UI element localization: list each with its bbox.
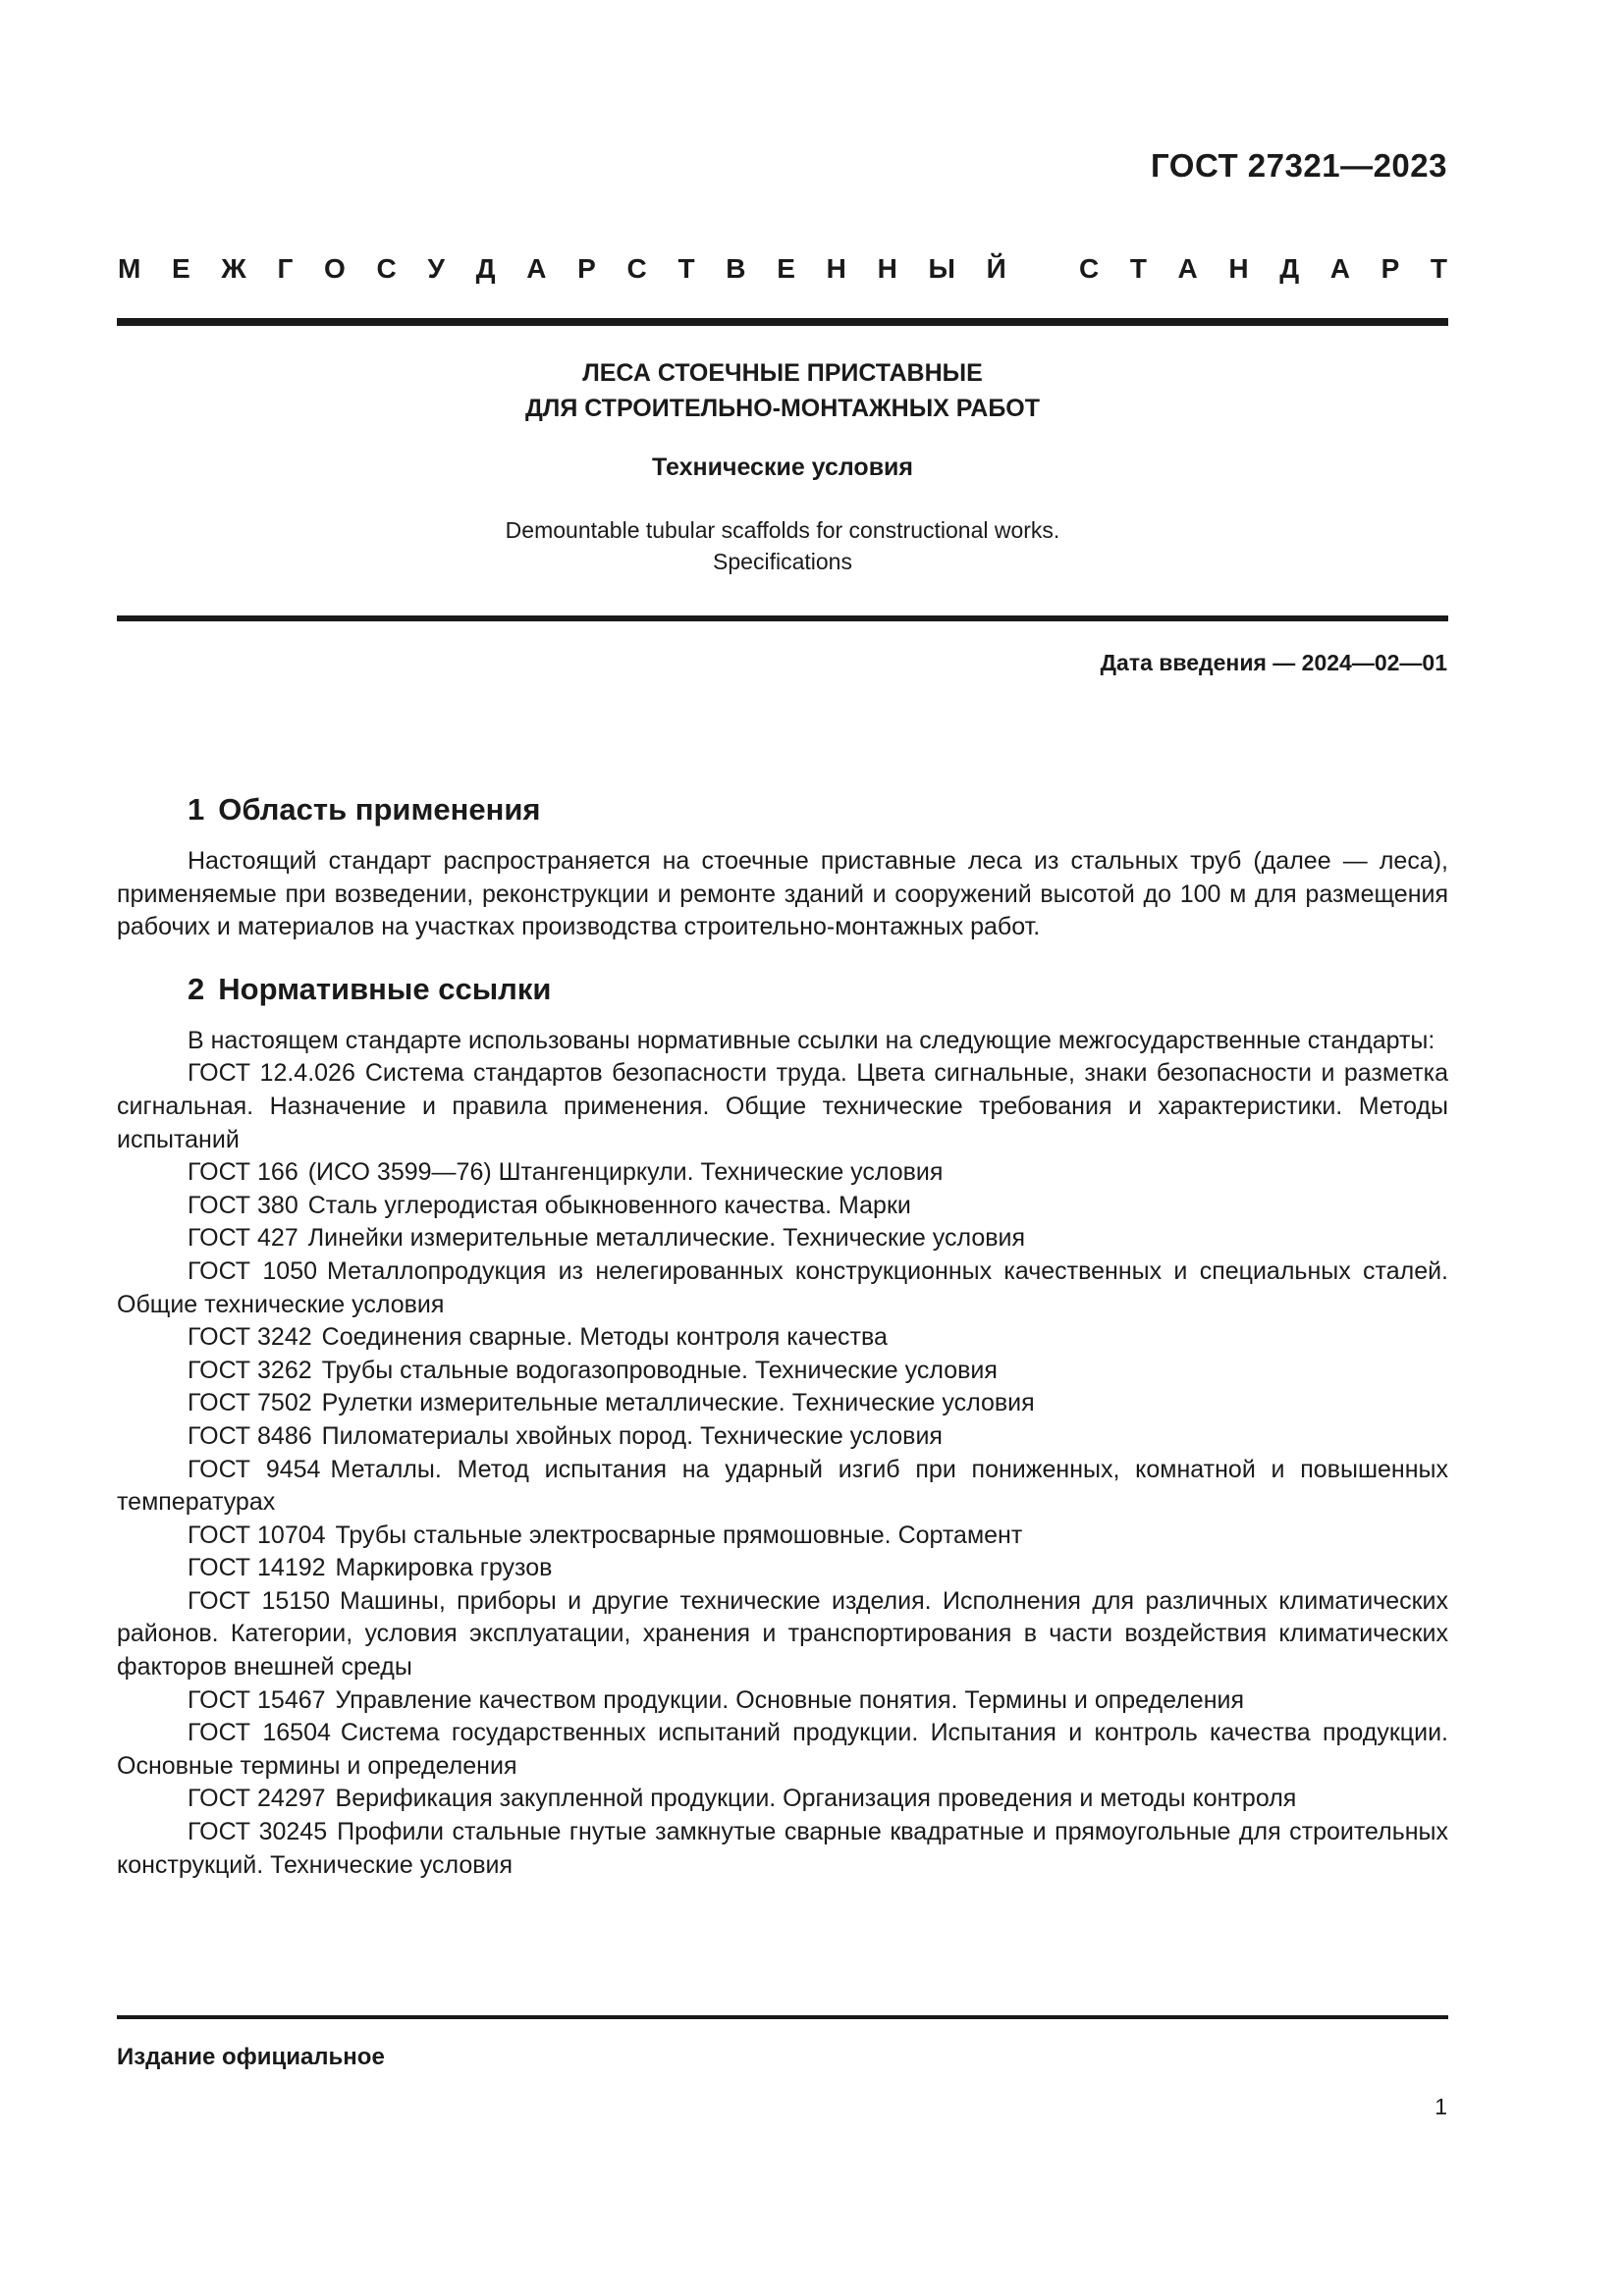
reference-item	[117, 1355, 1448, 1388]
section-1-text: Настоящий стандарт распространяется на стоечные приставные леса из стальных труб (далее — леса), применяемые при возведении, реконструкции и ремонте зданий и сооружений высотой до 100 м для размещения рабочих и материалов на участках производства строительно-монтажных работ.	[117, 847, 1448, 941]
reference-item	[117, 1387, 1448, 1420]
reference-item	[117, 1816, 1448, 1882]
reference-item	[117, 1717, 1448, 1783]
reference-title: Профили стальные гнутые замкнутые сварные квадратные и прямоугольные для строительных конструкций. Технические условия	[117, 1818, 1448, 1879]
reference-title: Линейки измерительные металлические. Технические условия	[307, 1224, 1026, 1253]
reference-title: Маркировка грузов	[335, 1554, 553, 1582]
reference-code: ГОСТ 427	[188, 1224, 298, 1253]
reference-title: Система государственных испытаний продукции. Испытания и контроль качества продукции. Основные термины и определения	[117, 1719, 1448, 1780]
reference-code: ГОСТ 3262	[188, 1356, 312, 1384]
reference-code: ГОСТ 16504	[188, 1719, 331, 1747]
reference-title: Металлы. Метод испытания на ударный изгиб при пониженных, комнатной и повышенных температурах	[117, 1455, 1449, 1517]
reference-code: ГОСТ 14192	[188, 1554, 326, 1582]
reference-item	[117, 1552, 1448, 1585]
reference-item	[117, 1057, 1448, 1156]
reference-title: Металлопродукция из нелегированных конструкционных качественных и специальных сталей. Общие технические условия	[117, 1256, 1449, 1318]
document-body	[117, 790, 1448, 1882]
page-number: 1	[1435, 2094, 1447, 2119]
section-2-intro: В настоящем стандарте использованы нормативные ссылки на следующие межгосударственные стандарты:	[188, 1026, 1435, 1054]
reference-item	[117, 1454, 1448, 1520]
reference-code: ГОСТ 166	[188, 1158, 298, 1187]
reference-title: Трубы стальные водогазопроводные. Технические условия	[321, 1356, 998, 1384]
top-rule	[117, 318, 1448, 326]
section-1-number: 1	[188, 792, 205, 827]
reference-item	[117, 1255, 1448, 1321]
reference-title: Соединения сварные. Методы контроля качества	[321, 1323, 888, 1352]
reference-title: Управление качеством продукции. Основные понятия. Термины и определения	[335, 1685, 1244, 1714]
doc-number: ГОСТ 27321—2023	[1151, 147, 1447, 184]
reference-title: Верификация закупленной продукции. Организация проведения и методы контроля	[335, 1785, 1297, 1813]
reference-item	[117, 1684, 1448, 1718]
reference-title: Сталь углеродистая обыкновенного качества. Марки	[307, 1191, 911, 1219]
reference-item	[117, 1190, 1448, 1223]
title-line-1: ЛЕСА СТОЕЧНЫЕ ПРИСТАВНЫЕ	[582, 359, 983, 387]
english-title-line-2: Specifications	[713, 549, 852, 574]
english-title	[117, 514, 1448, 577]
document-subtitle: Технические условия	[651, 454, 914, 481]
normative-references-list	[117, 1057, 1448, 1882]
reference-code: ГОСТ 1050	[188, 1256, 318, 1285]
reference-item	[117, 1520, 1448, 1553]
reference-code: ГОСТ 15467	[188, 1685, 326, 1714]
middle-rule	[117, 615, 1448, 621]
section-1-title: Область применения	[218, 792, 541, 827]
reference-code: ГОСТ 380	[188, 1191, 298, 1219]
bottom-rule	[117, 2015, 1448, 2019]
document-title	[117, 355, 1448, 426]
doc-type-word-2: С Т А Н Д А Р Т	[1079, 253, 1447, 284]
reference-code: ГОСТ 15150	[188, 1586, 331, 1615]
english-title-line-1: Demountable tubular scaffolds for constructional works.	[505, 517, 1060, 543]
section-2-number: 2	[188, 971, 205, 1006]
official-edition-label: Издание официальное	[117, 2044, 385, 2070]
doc-type-banner	[118, 253, 1447, 285]
reference-code: ГОСТ 8486	[188, 1421, 312, 1450]
reference-item	[117, 1585, 1448, 1684]
section-2-title: Нормативные ссылки	[218, 971, 552, 1006]
reference-title: Пиломатериалы хвойных пород. Технические условия	[321, 1421, 943, 1450]
reference-item	[117, 1321, 1448, 1355]
title-line-2: ДЛЯ СТРОИТЕЛЬНО-МОНТАЖНЫХ РАБОТ	[524, 395, 1041, 422]
reference-code: ГОСТ 3242	[188, 1323, 312, 1352]
section-2-heading	[117, 970, 1448, 1009]
reference-code: ГОСТ 10704	[188, 1521, 326, 1549]
reference-title: (ИСО 3599—76) Штангенциркули. Технические условия	[307, 1158, 944, 1187]
reference-code: ГОСТ 24297	[188, 1785, 326, 1813]
reference-item	[117, 1156, 1448, 1190]
introduction-date: Дата введения — 2024—02—01	[1100, 650, 1447, 675]
reference-title: Система стандартов безопасности труда. Цвета сигнальные, знаки безопасности и разметка сигнальная. Назначение и правила применения. Общие технические требования и характеристики. Методы испытаний	[117, 1059, 1448, 1153]
reference-item	[117, 1222, 1448, 1255]
reference-title: Трубы стальные электросварные прямошовные. Сортамент	[335, 1521, 1023, 1549]
reference-code: ГОСТ 9454	[188, 1455, 321, 1483]
doc-type-word-1: М Е Ж Г О С У Д А Р С Т В Е Н Н Ы Й	[118, 253, 1006, 284]
reference-title: Машины, приборы и другие технические изделия. Исполнения для различных климатических районов. Категории, условия эксплуатации, хранения и транспортирования в части воздействия климатических факторов внешней среды	[117, 1586, 1448, 1682]
reference-code: ГОСТ 12.4.026	[188, 1059, 355, 1088]
reference-code: ГОСТ 30245	[188, 1818, 328, 1846]
section-1-heading	[117, 790, 1448, 829]
reference-item	[117, 1420, 1448, 1454]
reference-code: ГОСТ 7502	[188, 1389, 312, 1417]
reference-title: Рулетки измерительные металлические. Технические условия	[321, 1389, 1035, 1417]
reference-item	[117, 1783, 1448, 1816]
